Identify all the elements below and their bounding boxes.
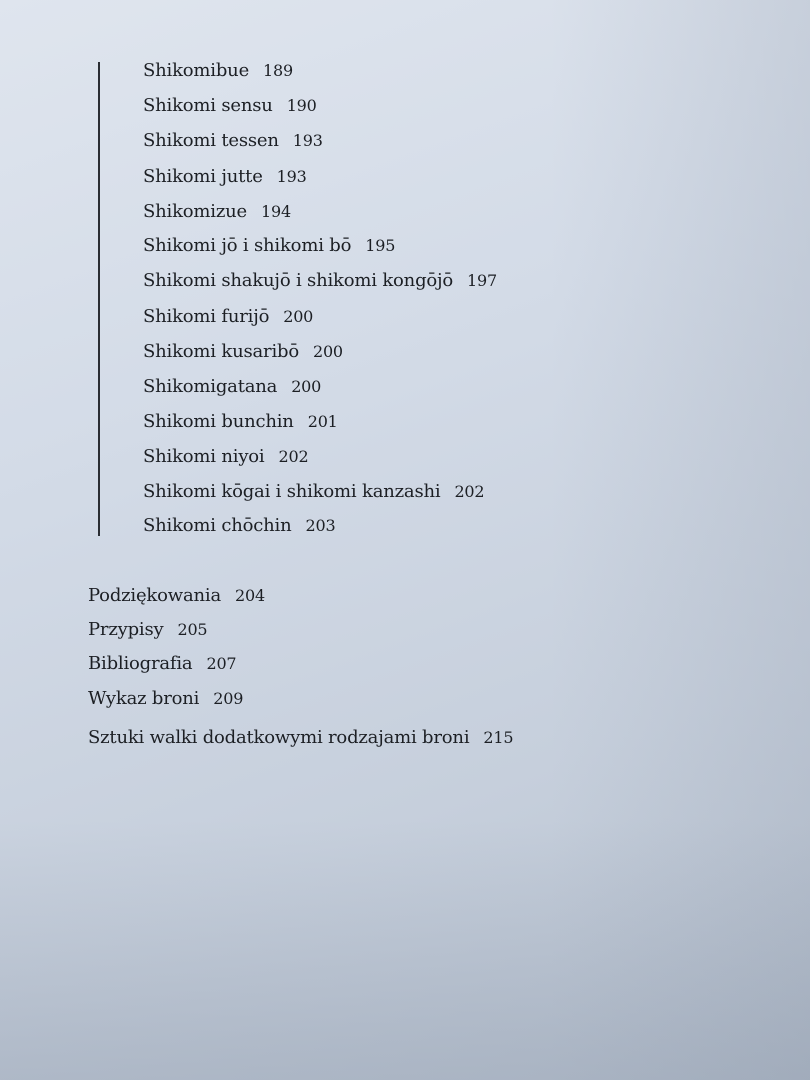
toc-entry-page: 202: [278, 447, 309, 466]
toc-entry-title: Shikomi kusaribō: [143, 341, 299, 362]
toc-entry-title: Shikomi kōgai i shikomi kanzashi: [143, 481, 441, 502]
toc-entry-title: Shikomi jō i shikomi bō: [143, 235, 352, 256]
toc-entry-title: Bibliografia: [88, 653, 193, 674]
toc-main-entry: [88, 618, 207, 642]
toc-entry-title: Podziękowania: [88, 585, 221, 606]
toc-entry-page: 209: [213, 689, 244, 708]
page-shadow-bottom: [0, 820, 810, 1080]
toc-entry: [143, 375, 321, 399]
toc-main-entry: [88, 584, 265, 608]
toc-entry-page: 204: [235, 586, 265, 605]
toc-entry: [143, 200, 291, 224]
toc-entry-title: Shikomibue: [143, 60, 250, 81]
toc-entry-title: Shikomi bunchin: [143, 411, 294, 432]
toc-entry-title: Shikomi jutte: [143, 166, 263, 187]
toc-entry: [143, 129, 323, 153]
toc-entry-page: 200: [283, 307, 314, 326]
toc-entry: [143, 269, 497, 293]
section-vertical-rule: [98, 62, 100, 536]
toc-entry-title: Shikomigatana: [143, 376, 278, 397]
toc-entry: [143, 410, 338, 434]
toc-entry-page: 207: [206, 654, 237, 673]
toc-main-entry: [88, 687, 243, 711]
toc-entry-title: Shikomi furijō: [143, 306, 270, 327]
toc-entry: [143, 514, 335, 538]
toc-entry-page: 195: [365, 236, 396, 255]
toc-entry: [143, 94, 317, 118]
toc-entry-page: 201: [307, 412, 338, 431]
toc-entry: [143, 480, 484, 504]
toc-entry-title: Wykaz broni: [88, 688, 200, 709]
toc-entry-page: 189: [263, 61, 293, 80]
toc-entry-title: Sztuki walki dodatkowymi rodzajami broni: [88, 727, 470, 748]
toc-entry-page: 190: [286, 96, 317, 115]
toc-entry-page: 193: [292, 131, 323, 150]
toc-entry-page: 215: [483, 728, 514, 747]
toc-entry-page: 202: [454, 482, 485, 501]
toc-entry: [143, 445, 308, 469]
page-shadow-right: [550, 0, 810, 1080]
toc-entry-page: 194: [260, 202, 291, 221]
toc-entry-page: 200: [312, 342, 343, 361]
toc-entry: [143, 234, 395, 258]
toc-entry: [143, 59, 293, 83]
toc-entry-title: Przypisy: [88, 619, 164, 640]
toc-entry-title: Shikomi tessen: [143, 130, 279, 151]
toc-main-entry: [88, 652, 236, 676]
toc-entry-page: 197: [467, 271, 497, 290]
toc-entry-title: Shikomi niyoi: [143, 446, 265, 467]
toc-entry-title: Shikomi chōchin: [143, 515, 292, 536]
toc-entry-title: Shikomi sensu: [143, 95, 273, 116]
toc-main-entry: [88, 726, 513, 750]
toc-entry: [143, 340, 343, 364]
toc-entry-page: 193: [276, 167, 307, 186]
toc-entry: [143, 305, 313, 329]
toc-entry-page: 200: [291, 377, 322, 396]
toc-entry: [143, 165, 307, 189]
toc-entry-page: 205: [177, 620, 208, 639]
toc-entry-title: Shikomizue: [143, 201, 247, 222]
toc-entry-title: Shikomi shakujō i shikomi kongōjō: [143, 270, 454, 291]
toc-entry-page: 203: [305, 516, 336, 535]
